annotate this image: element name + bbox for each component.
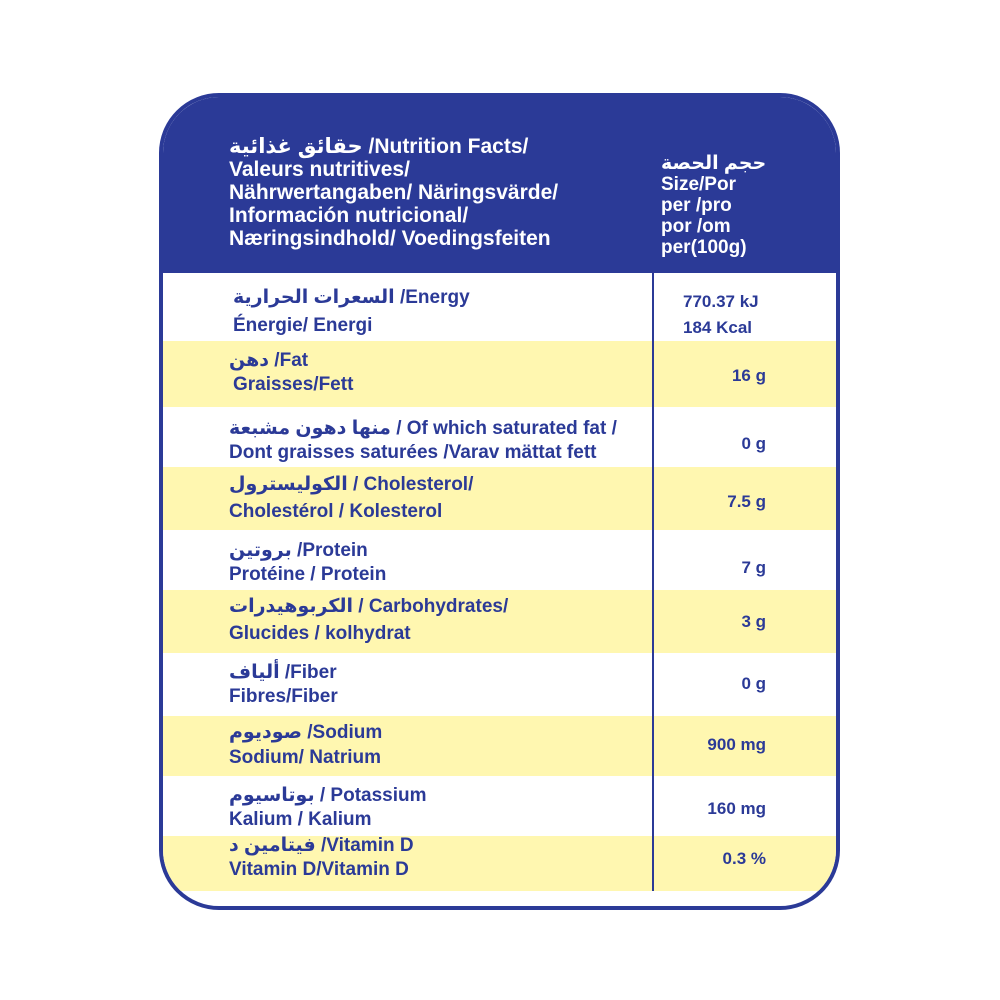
nutrient-label: Protéine / Protein [229,564,387,585]
serving-size-line: por /om [661,216,731,237]
nutrient-label: الكربوهيدرات / Carbohydrates/ [229,596,509,617]
nutrient-label: Sodium/ Natrium [229,747,382,768]
nutrient-label: Dont graisses saturées /Varav mättat fett [229,442,597,463]
nutrient-label: Vitamin D/Vitamin D [229,859,409,880]
nutrient-value: 16 g [731,366,766,385]
nutrient-row-vitamin-d [163,836,836,891]
header-title [229,135,649,250]
nutrient-label: ألياف /Fiber [229,662,337,683]
nutrient-value: 0 g [741,434,766,453]
nutrient-label: Énergie/ Energi [233,315,373,336]
nutrient-label: السعرات الحرارية /Energy [233,287,470,308]
nutrient-label: بوتاسيوم / Potassium [229,785,427,806]
nutrient-row-fat [163,341,836,407]
nutrient-label: Kalium / Kalium [229,809,372,830]
nutrient-value: 7 g [741,558,766,577]
nutrient-row-saturated-fat [163,407,836,467]
nutrient-row-cholesterol [163,467,836,530]
nutrient-row-sodium [163,716,836,776]
nutrient-label: صوديوم /Sodium [229,722,383,743]
nutrient-value: 184 Kcal [683,318,752,337]
nutrient-row-energy [163,273,836,341]
nutrient-row-fiber [163,653,836,716]
table-header [163,97,836,273]
nutrient-label: دهن /Fat [229,350,309,371]
serving-size-line: Size/Por [661,174,736,195]
nutrient-value: 900 mg [707,735,766,754]
nutrient-label: Fibres/Fiber [229,686,338,707]
header-title-line: حقائق غذائية /Nutrition Facts/ [229,135,529,158]
nutrient-row-carbohydrates [163,590,836,653]
nutrient-row-protein [163,530,836,590]
nutrient-label: Glucides / kolhydrat [229,623,411,644]
nutrient-label: فيتامين د /Vitamin D [229,835,414,856]
nutrient-label: Cholestérol / Kolesterol [229,501,443,522]
nutrient-label: الكوليسترول / Cholesterol/ [229,474,474,495]
nutrient-value: 7.5 g [727,492,766,511]
serving-size-line: per /pro [661,195,732,216]
serving-size-line: حجم الحصة [661,153,767,174]
nutrient-label: Graisses/Fett [233,374,354,395]
nutrition-facts-panel [159,93,840,910]
column-divider [652,273,654,891]
nutrient-value: 0.3 % [722,849,766,868]
serving-size-line: per(100g) [661,237,747,258]
serving-size-header [661,153,811,258]
nutrient-label: بروتين /Protein [229,540,368,561]
nutrient-value: 770.37 kJ [683,292,759,311]
nutrient-label: منها دهون مشبعة / Of which saturated fat / [229,418,617,439]
nutrient-value: 160 mg [707,799,766,818]
header-title-line: Nährwertangaben/ Näringsvärde/ [229,181,559,204]
nutrient-row-potassium [163,776,836,836]
header-title-line: Valeurs nutritives/ [229,158,410,181]
header-title-line: Información nutricional/ [229,204,469,227]
nutrient-value: 3 g [741,612,766,631]
header-title-line: Næringsindhold/ Voedingsfeiten [229,227,551,250]
nutrient-value: 0 g [741,674,766,693]
